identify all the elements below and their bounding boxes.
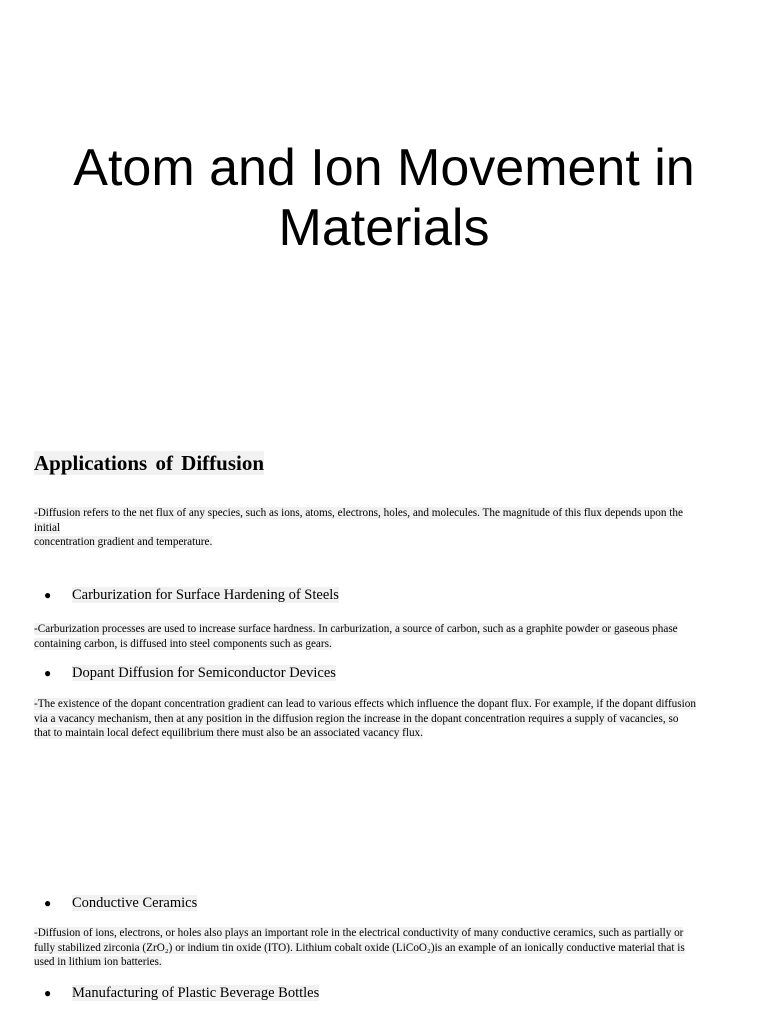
paragraph-line: -Diffusion refers to the net flux of any species, such as ions, atoms, electrons, holes, and molecules. The magnitude of this flux depends upon the (34, 507, 683, 519)
paragraph-line: -Diffusion of ions, electrons, or holes also plays an important role in the electrical conductivity of many conductive ceramics, such as partially or (34, 927, 684, 939)
paragraph-line: concentration gradient and temperature. (34, 536, 213, 549)
bullet-icon: ● (44, 666, 52, 680)
bullet-item-plastic-bottles (44, 983, 319, 1003)
paragraph-line: initial (34, 521, 61, 534)
bullet-heading: Dopant Diffusion for Semiconductor Devices (72, 665, 336, 681)
paragraph-line: that to maintain local defect equilibrium there must also be an associated vacancy flux. (34, 727, 423, 740)
paragraph-line: -The existence of the dopant concentration gradient can lead to various effects which influence the dopant flux. For example, if the dopant diffusion (34, 698, 696, 710)
paragraph-line: used in lithium ion batteries. (34, 956, 162, 969)
conductive-ceramics-paragraph (34, 926, 734, 970)
bullet-icon: ● (44, 896, 52, 910)
bullet-icon: ● (44, 986, 52, 1000)
dopant-diffusion-paragraph (34, 697, 734, 741)
paragraph-line: via a vacancy mechanism, then at any position in the diffusion region the increase in the dopant concentration requires a supply of vacancies, so (34, 712, 679, 725)
paragraph-line: -Carburization processes are used to increase surface hardness. In carburization, a source of carbon, such as a graphite powder or gaseous phase (34, 623, 678, 635)
bullet-item-carburization (44, 585, 339, 605)
carburization-paragraph (34, 622, 734, 651)
title-line-1: Atom and Ion Movement in (73, 139, 695, 197)
bullet-item-dopant-diffusion (44, 663, 336, 683)
section-heading-text: Applications of Diffusion (34, 451, 265, 475)
section-heading (34, 449, 264, 477)
title-line-2: Materials (278, 199, 490, 257)
bullet-heading: Manufacturing of Plastic Beverage Bottles (72, 985, 320, 1001)
page-title (0, 138, 768, 258)
bullet-icon: ● (44, 588, 52, 602)
bullet-heading: Carburization for Surface Hardening of Steels (72, 587, 339, 603)
paragraph-line: fully stabilized zirconia (ZrO₂) or indium tin oxide (ITO). Lithium cobalt oxide (LiCoO₂)is an example of an ionically conductive material that is (34, 941, 685, 954)
bullet-heading: Conductive Ceramics (72, 895, 198, 911)
bullet-item-conductive-ceramics (44, 893, 197, 913)
paragraph-line: containing carbon, is diffused into steel components such as gears. (34, 637, 332, 650)
intro-paragraph (34, 506, 734, 550)
